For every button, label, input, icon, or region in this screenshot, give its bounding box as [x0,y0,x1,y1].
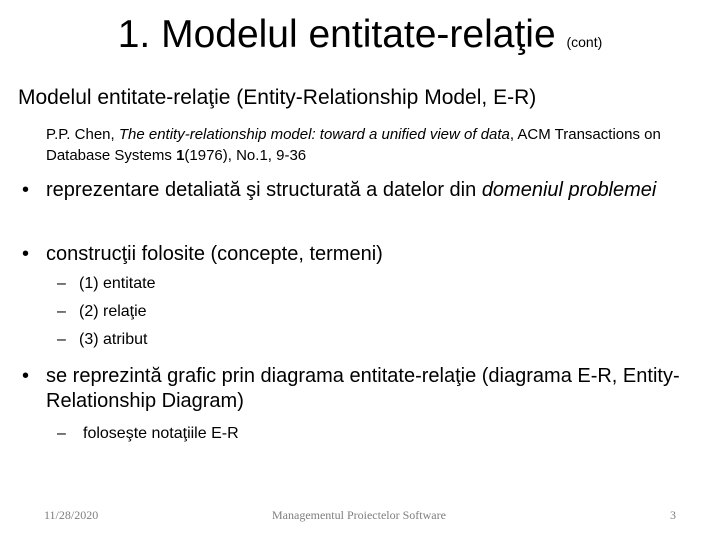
sub-item [57,274,155,294]
sub-text: foloseşte notaţiile E-R [83,425,239,442]
reference-citation [46,124,696,166]
reference-issue: (1976), No.1, 9-36 [184,147,307,164]
page-number: 3 [670,508,676,522]
sub-item [57,330,147,350]
slide-title [0,14,720,57]
footer-title: Managementul Proiectelor Software [272,508,446,522]
sub-marker: – [57,425,66,442]
bullet-marker: • [22,243,30,265]
bullet-italic: domeniul problemei [481,179,657,201]
footer-date: 11/28/2020 [44,508,99,522]
title-suffix: (cont) [566,34,603,50]
bullet-item [22,364,682,414]
sub-item [57,424,239,444]
reference-journal: , ACM Transactions on Database Systems [46,126,661,164]
bullet-marker: • [22,179,30,201]
reference-volume: 1 [176,147,185,164]
reference-title: The entity-relationship model: toward a unified view of data [118,126,510,143]
sub-marker: – [57,275,66,292]
sub-text: (2) relaţie [79,303,147,320]
sub-item [57,302,147,322]
sub-text: (1) entitate [79,275,156,292]
bullet-item [22,178,702,203]
title-main: 1. Modelul entitate-relaţie [117,13,556,56]
sub-marker: – [57,331,66,348]
bullet-text: construcţii folosite (concepte, termeni) [46,243,383,265]
bullet-marker: • [22,365,30,387]
sub-marker: – [57,303,66,320]
bullet-text: reprezentare detaliată şi structurată a datelor din domeniul problemei [46,179,657,201]
bullet-text: se reprezintă grafic prin diagrama entitate-relaţie (diagrama E-R, Entity-Relationship Diagram) [46,365,680,412]
reference-authors: P.P. Chen, [46,126,119,143]
bullet-item [22,242,702,267]
sub-text: (3) atribut [79,331,148,348]
slide-subtitle: Modelul entitate-relaţie (Entity-Relationship Model, E-R) [18,86,537,109]
